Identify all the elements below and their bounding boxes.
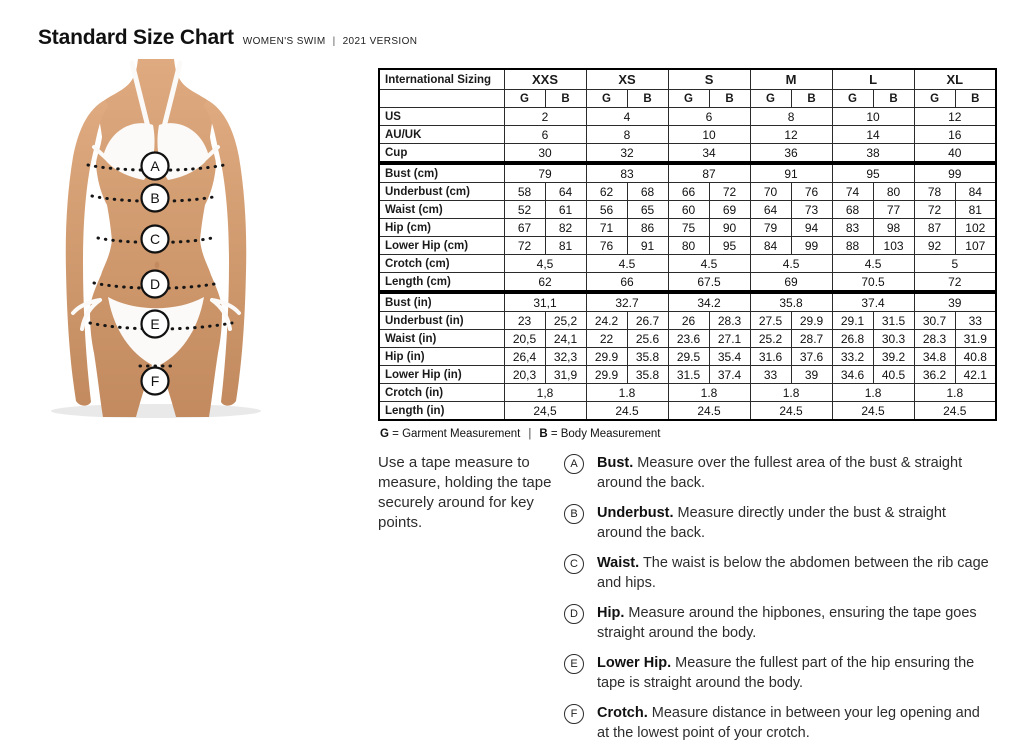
table-legend (378, 428, 995, 440)
page-subtitle (243, 36, 418, 47)
size-cell: 26 (668, 312, 709, 330)
body-illustration (40, 58, 360, 418)
size-cell: 5 (914, 255, 996, 273)
row-label: Cup (379, 144, 504, 164)
marker-hip-letter: D (149, 276, 161, 292)
size-cell: 8 (750, 108, 832, 126)
size-cell: 84 (750, 237, 791, 255)
size-cell: 60 (668, 201, 709, 219)
size-cell: 95 (709, 237, 750, 255)
size-cell: 88 (832, 237, 873, 255)
size-cell: 81 (545, 237, 586, 255)
size-cell: 31,1 (504, 292, 586, 312)
size-cell: 61 (545, 201, 586, 219)
size-cell: 33 (750, 366, 791, 384)
size-cell: 36 (750, 144, 832, 164)
measure-description-underbust (564, 503, 995, 543)
floor-shadow (51, 404, 261, 418)
size-header-xxs: XXS (504, 69, 586, 90)
size-cell: 87 (914, 219, 955, 237)
size-table-area (378, 68, 995, 743)
subtitle-divider: | (332, 36, 336, 47)
size-cell: 103 (873, 237, 914, 255)
table-row (379, 312, 996, 330)
size-cell: 29.9 (586, 348, 627, 366)
marker-hip (142, 271, 169, 298)
size-cell: 69 (709, 201, 750, 219)
measure-term: Lower Hip. (597, 655, 672, 671)
table-row (379, 366, 996, 384)
size-cell: 74 (832, 183, 873, 201)
marker-underbust (142, 185, 169, 212)
page-title: Standard Size Chart (38, 26, 234, 49)
measure-term: Hip. (597, 605, 625, 621)
subheader-g: G (914, 90, 955, 108)
size-cell: 1.8 (832, 384, 914, 402)
size-cell: 33 (955, 312, 996, 330)
row-label: Length (in) (379, 402, 504, 421)
row-label: AU/UK (379, 126, 504, 144)
table-row (379, 273, 996, 293)
size-cell: 65 (627, 201, 668, 219)
subtitle-version: 2021 VERSION (342, 36, 418, 47)
corner-empty (379, 90, 504, 108)
size-cell: 4.5 (832, 255, 914, 273)
table-header-row (379, 69, 996, 90)
size-cell: 66 (668, 183, 709, 201)
subheader-g: G (668, 90, 709, 108)
size-cell: 24.5 (668, 402, 750, 421)
legend-divider: | (528, 428, 532, 440)
size-cell: 24.5 (914, 402, 996, 421)
marker-badge-a: A (564, 454, 584, 474)
size-cell: 70.5 (832, 273, 914, 293)
size-cell: 67.5 (668, 273, 750, 293)
table-row (379, 201, 996, 219)
table-row (379, 255, 996, 273)
size-header-m: M (750, 69, 832, 90)
size-cell: 87 (668, 163, 750, 183)
size-cell: 23.6 (668, 330, 709, 348)
size-cell: 40.5 (873, 366, 914, 384)
table-row (379, 237, 996, 255)
size-cell: 72 (914, 201, 955, 219)
size-cell: 1,8 (504, 384, 586, 402)
marker-waist-letter: C (149, 231, 161, 247)
size-cell: 40.8 (955, 348, 996, 366)
marker-badge-e: E (564, 654, 584, 674)
legend-b-text: = Body Measurement (550, 428, 661, 440)
size-cell: 30 (504, 144, 586, 164)
size-cell: 69 (750, 273, 832, 293)
size-cell: 67 (504, 219, 545, 237)
legend-g-text: = Garment Measurement (392, 428, 521, 440)
size-cell: 24,1 (545, 330, 586, 348)
subheader-g: G (504, 90, 545, 108)
measure-guide (378, 453, 995, 743)
marker-badge-d: D (564, 604, 584, 624)
table-row (379, 402, 996, 421)
size-cell: 95 (832, 163, 914, 183)
size-cell: 28.7 (791, 330, 832, 348)
measure-description-waist (564, 553, 995, 593)
size-cell: 27.1 (709, 330, 750, 348)
marker-badge-c: C (564, 554, 584, 574)
measure-term: Waist. (597, 555, 640, 571)
size-cell: 39 (791, 366, 832, 384)
page-header (38, 26, 417, 50)
table-row (379, 219, 996, 237)
size-cell: 25,2 (545, 312, 586, 330)
size-cell: 24.2 (586, 312, 627, 330)
table-row (379, 144, 996, 164)
size-cell: 75 (668, 219, 709, 237)
size-cell: 29.9 (791, 312, 832, 330)
size-cell: 12 (914, 108, 996, 126)
size-cell: 31.6 (750, 348, 791, 366)
subheader-b: B (873, 90, 914, 108)
marker-underbust-letter: B (150, 190, 160, 206)
row-label: Waist (in) (379, 330, 504, 348)
size-cell: 26,4 (504, 348, 545, 366)
size-cell: 66 (586, 273, 668, 293)
legend-b-symbol: B (539, 428, 548, 440)
size-cell: 72 (914, 273, 996, 293)
measure-description-list (564, 453, 995, 743)
size-cell: 73 (791, 201, 832, 219)
marker-bust-letter: A (150, 158, 160, 174)
size-cell: 79 (504, 163, 586, 183)
size-cell: 23 (504, 312, 545, 330)
size-cell: 78 (914, 183, 955, 201)
measure-description-crotch (564, 703, 995, 743)
size-cell: 20,3 (504, 366, 545, 384)
size-cell: 29.5 (668, 348, 709, 366)
measure-description-text: Bust. Measure over the fullest area of the bust & straight around the back. (597, 455, 963, 491)
size-cell: 8 (586, 126, 668, 144)
row-label: US (379, 108, 504, 126)
size-cell: 34.8 (914, 348, 955, 366)
size-cell: 25.2 (750, 330, 791, 348)
size-cell: 26.7 (627, 312, 668, 330)
size-cell: 31,9 (545, 366, 586, 384)
size-cell: 38 (832, 144, 914, 164)
size-cell: 31.5 (873, 312, 914, 330)
row-label: Bust (in) (379, 292, 504, 312)
measure-description-text: Hip. Measure around the hipbones, ensuring the tape goes straight around the body. (597, 605, 977, 641)
size-cell: 62 (586, 183, 627, 201)
marker-lower-hip (142, 311, 169, 338)
size-cell: 76 (586, 237, 627, 255)
marker-badge-b: B (564, 504, 584, 524)
table-subheader-row (379, 90, 996, 108)
size-cell: 99 (791, 237, 832, 255)
size-cell: 31.9 (955, 330, 996, 348)
row-label: Lower Hip (in) (379, 366, 504, 384)
size-cell: 79 (750, 219, 791, 237)
size-header-s: S (668, 69, 750, 90)
size-cell: 32 (586, 144, 668, 164)
size-cell: 36.2 (914, 366, 955, 384)
subheader-g: G (832, 90, 873, 108)
size-cell: 107 (955, 237, 996, 255)
size-cell: 4 (586, 108, 668, 126)
size-cell: 83 (586, 163, 668, 183)
size-cell: 34.6 (832, 366, 873, 384)
size-cell: 10 (668, 126, 750, 144)
size-cell: 99 (914, 163, 996, 183)
row-label: Crotch (in) (379, 384, 504, 402)
size-cell: 16 (914, 126, 996, 144)
size-cell: 4,5 (504, 255, 586, 273)
size-cell: 37.6 (791, 348, 832, 366)
measure-description-bust (564, 453, 995, 493)
size-cell: 24.5 (586, 402, 668, 421)
marker-bust (142, 153, 169, 180)
table-row (379, 330, 996, 348)
size-cell: 30.7 (914, 312, 955, 330)
size-cell: 1.8 (750, 384, 832, 402)
measure-description-text: Underbust. Measure directly under the bust & straight around the back. (597, 505, 946, 541)
size-cell: 86 (627, 219, 668, 237)
marker-crotch-letter: F (150, 373, 160, 389)
size-cell: 92 (914, 237, 955, 255)
row-label: Lower Hip (cm) (379, 237, 504, 255)
size-cell: 24.5 (832, 402, 914, 421)
marker-crotch (142, 368, 169, 395)
size-cell: 39.2 (873, 348, 914, 366)
size-header-l: L (832, 69, 914, 90)
size-cell: 35.8 (627, 366, 668, 384)
size-cell: 94 (791, 219, 832, 237)
marker-badge-f: F (564, 704, 584, 724)
size-cell: 64 (545, 183, 586, 201)
row-label: Waist (cm) (379, 201, 504, 219)
subheader-b: B (791, 90, 832, 108)
row-label: Bust (cm) (379, 163, 504, 183)
size-cell: 14 (832, 126, 914, 144)
size-cell: 29.9 (586, 366, 627, 384)
size-cell: 34 (668, 144, 750, 164)
size-cell: 35.8 (627, 348, 668, 366)
size-cell: 77 (873, 201, 914, 219)
size-cell: 91 (750, 163, 832, 183)
row-label: Crotch (cm) (379, 255, 504, 273)
size-cell: 68 (832, 201, 873, 219)
size-cell: 34.2 (668, 292, 750, 312)
measure-term: Underbust. (597, 505, 674, 521)
size-cell: 31.5 (668, 366, 709, 384)
size-cell: 72 (504, 237, 545, 255)
size-cell: 6 (668, 108, 750, 126)
subtitle-category: WOMEN'S SWIM (242, 36, 326, 47)
size-cell: 56 (586, 201, 627, 219)
subheader-b: B (709, 90, 750, 108)
size-cell: 80 (668, 237, 709, 255)
size-cell: 62 (504, 273, 586, 293)
size-cell: 102 (955, 219, 996, 237)
row-label: Underbust (in) (379, 312, 504, 330)
size-header-xs: XS (586, 69, 668, 90)
size-table (378, 68, 997, 421)
table-row (379, 108, 996, 126)
measure-description-hip (564, 603, 995, 643)
corner-label: International Sizing (379, 69, 504, 90)
size-cell: 71 (586, 219, 627, 237)
size-cell: 30.3 (873, 330, 914, 348)
size-cell: 52 (504, 201, 545, 219)
size-cell: 84 (955, 183, 996, 201)
size-cell: 24.5 (750, 402, 832, 421)
size-cell: 29.1 (832, 312, 873, 330)
measure-instructions: Use a tape measure to measure, holding the tape securely around for key points. (378, 454, 552, 531)
size-cell: 1.8 (914, 384, 996, 402)
size-cell: 4.5 (750, 255, 832, 273)
size-cell: 27.5 (750, 312, 791, 330)
measure-description-text: Crotch. Measure distance in between your leg opening and at the lowest point of your crotch. (597, 705, 980, 741)
size-header-xl: XL (914, 69, 996, 90)
size-cell: 12 (750, 126, 832, 144)
size-cell: 64 (750, 201, 791, 219)
size-cell: 76 (791, 183, 832, 201)
navel (155, 262, 160, 269)
size-cell: 70 (750, 183, 791, 201)
subheader-g: G (750, 90, 791, 108)
size-cell: 83 (832, 219, 873, 237)
table-row (379, 163, 996, 183)
size-cell: 4.5 (668, 255, 750, 273)
size-cell: 4.5 (586, 255, 668, 273)
size-cell: 68 (627, 183, 668, 201)
size-cell: 39 (914, 292, 996, 312)
size-cell: 42.1 (955, 366, 996, 384)
size-cell: 6 (504, 126, 586, 144)
size-cell: 35.4 (709, 348, 750, 366)
measure-description-text: Lower Hip. Measure the fullest part of the hip ensuring the tape is straight around the body. (597, 655, 975, 691)
marker-waist (142, 226, 169, 253)
measure-term: Crotch. (597, 705, 648, 721)
size-cell: 24,5 (504, 402, 586, 421)
measure-term: Bust. (597, 455, 634, 471)
table-row (379, 183, 996, 201)
legend-g-symbol: G (380, 428, 389, 440)
size-cell: 1.8 (586, 384, 668, 402)
table-row (379, 348, 996, 366)
row-label: Hip (in) (379, 348, 504, 366)
size-cell: 82 (545, 219, 586, 237)
row-label: Hip (cm) (379, 219, 504, 237)
size-cell: 10 (832, 108, 914, 126)
subheader-b: B (545, 90, 586, 108)
size-cell: 37.4 (709, 366, 750, 384)
table-row (379, 292, 996, 312)
size-cell: 35.8 (750, 292, 832, 312)
row-label: Length (cm) (379, 273, 504, 293)
size-cell: 28.3 (709, 312, 750, 330)
size-table-body (379, 69, 996, 420)
size-cell: 91 (627, 237, 668, 255)
size-cell: 33.2 (832, 348, 873, 366)
size-cell: 72 (709, 183, 750, 201)
size-cell: 28.3 (914, 330, 955, 348)
measure-description-text: Waist. The waist is below the abdomen between the rib cage and hips. (597, 555, 989, 591)
table-row (379, 126, 996, 144)
size-cell: 20,5 (504, 330, 545, 348)
size-cell: 32,3 (545, 348, 586, 366)
subheader-b: B (955, 90, 996, 108)
size-cell: 2 (504, 108, 586, 126)
measure-description-lowerhip (564, 653, 995, 693)
size-cell: 90 (709, 219, 750, 237)
size-cell: 37.4 (832, 292, 914, 312)
size-cell: 32.7 (586, 292, 668, 312)
size-cell: 22 (586, 330, 627, 348)
size-cell: 1.8 (668, 384, 750, 402)
subheader-g: G (586, 90, 627, 108)
size-cell: 81 (955, 201, 996, 219)
size-cell: 80 (873, 183, 914, 201)
row-label: Underbust (cm) (379, 183, 504, 201)
table-row (379, 384, 996, 402)
size-cell: 40 (914, 144, 996, 164)
size-cell: 58 (504, 183, 545, 201)
marker-lower-hip-letter: E (150, 316, 160, 332)
measurement-figure (40, 58, 360, 418)
size-cell: 26.8 (832, 330, 873, 348)
size-cell: 25.6 (627, 330, 668, 348)
size-cell: 98 (873, 219, 914, 237)
subheader-b: B (627, 90, 668, 108)
